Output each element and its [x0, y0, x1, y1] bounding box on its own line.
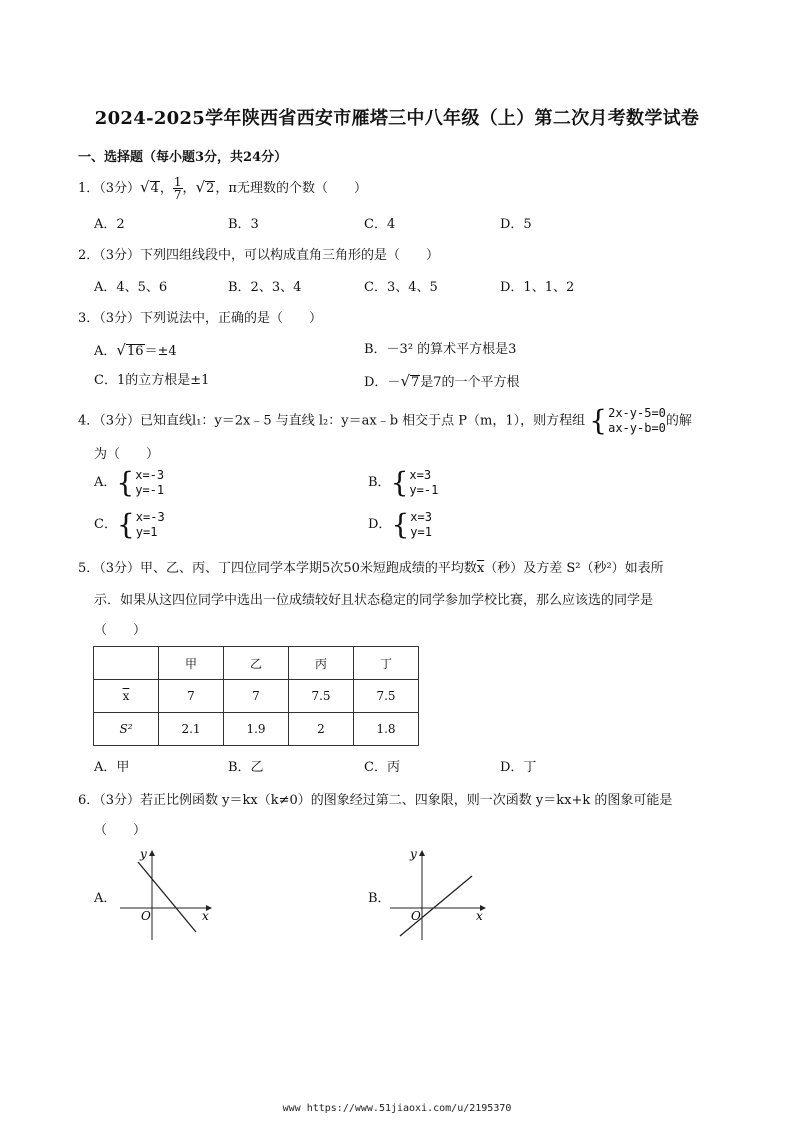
- q4-option-c[interactable]: C． { x=-3 y=1: [94, 508, 165, 541]
- q4-equation-system: { 2x-y-5=0 ax-y-b=0: [589, 404, 666, 437]
- q2-option-a[interactable]: A．4、5、6: [94, 280, 168, 295]
- question-3: 3．（3分）下列说法中，正确的是（ ）: [78, 311, 323, 326]
- q3-option-b[interactable]: B．－3² 的算术平方根是3: [364, 342, 517, 357]
- question-1: 1．（3分）√4， $\frac{1}{7}$ ，√2，π无理数的个数（ ）: [78, 175, 367, 202]
- question-5: 5．（3分）甲、乙、丙、丁四位同学本学期5次50米短跑成绩的平均数$\overline{x}$（秒）及方差 S²（秒²）如表所: [78, 561, 664, 576]
- q4-continuation: 为（ ）: [94, 447, 160, 462]
- q5-option-c[interactable]: C．丙: [364, 760, 400, 775]
- table-row: S² 2.1 1.9 2 1.8: [94, 713, 419, 746]
- footer-url[interactable]: www https://www.51jiaoxi.com/u/2195370: [282, 1103, 512, 1114]
- origin-label: O: [411, 909, 421, 923]
- x-axis-label: x: [476, 909, 483, 923]
- q5-line3: （ ）: [94, 623, 147, 638]
- x-axis-label: x: [202, 909, 209, 923]
- origin-label: O: [141, 909, 151, 923]
- section-heading: 一、选择题（每小题3分，共24分）: [78, 150, 288, 165]
- q6-option-a-label[interactable]: A．: [94, 891, 117, 906]
- q2-option-b[interactable]: B．2、3、4: [228, 280, 302, 295]
- q6-option-b-label[interactable]: B．: [368, 891, 391, 906]
- y-axis-label: y: [410, 847, 417, 861]
- q3-option-d[interactable]: D．－√7是7的一个平方根: [364, 372, 520, 390]
- question-4: 4．（3分）已知直线l₁：y＝2x﹣5 与直线 l₂：y＝ax﹣b 相交于点 P（m，1），则方程组 { 2x-y-5=0 ax-y-b=0 的解: [78, 404, 692, 437]
- q3-option-a[interactable]: A．√16＝±4: [94, 341, 177, 359]
- q1-option-b[interactable]: B．3: [228, 217, 259, 232]
- question-2: 2．（3分）下列四组线段中，可以构成直角三角形的是（ ）: [78, 248, 440, 263]
- table-header-row: 甲 乙 丙 丁: [94, 647, 419, 680]
- question-6: 6．（3分）若正比例函数 y＝kx（k≠0）的图象经过第二、四象限，则一次函数 y＝kx+k 的图象可能是: [78, 793, 673, 808]
- q1-option-a[interactable]: A．2: [94, 217, 125, 232]
- q1-option-d[interactable]: D．5: [500, 217, 532, 232]
- q1-sqrt2: 2: [206, 181, 215, 196]
- q5-table: [93, 646, 419, 746]
- q2-option-c[interactable]: C．3、4、5: [364, 280, 438, 295]
- q1-tail: ，π无理数的个数（ ）: [215, 181, 367, 196]
- q6-graph-a[interactable]: [112, 846, 212, 942]
- table-row: $\overline{x}$ 7 7 7.5 7.5: [94, 680, 419, 713]
- q5-option-d[interactable]: D．丁: [500, 760, 537, 775]
- q6-line2: （ ）: [94, 823, 147, 838]
- q6-graph-b[interactable]: [386, 846, 486, 942]
- q4-option-a[interactable]: A． { x=-3 y=-1: [94, 466, 165, 499]
- q4-option-d[interactable]: D． { x=3 y=1: [368, 508, 432, 541]
- q1-option-c[interactable]: C．4: [364, 217, 396, 232]
- q1-number: 1．（3分）: [78, 181, 141, 196]
- q1-sqrt4: 4: [150, 181, 159, 196]
- y-axis-label: y: [140, 847, 147, 861]
- q3-option-c[interactable]: C．1的立方根是±1: [94, 373, 210, 388]
- page-title: 2024-2025学年陕西省西安市雁塔三中八年级（上）第二次月考数学试卷: [94, 108, 700, 129]
- q5-option-a[interactable]: A．甲: [94, 760, 130, 775]
- q2-option-d[interactable]: D．1、1、2: [500, 280, 575, 295]
- q5-option-b[interactable]: B．乙: [228, 760, 264, 775]
- q5-line2: 示．如果从这四位同学中选出一位成绩较好且状态稳定的同学参加学校比赛，那么应该选的同学是: [94, 593, 654, 608]
- q4-option-b[interactable]: B． { x=3 y=-1: [368, 466, 439, 499]
- q1-fraction: $\frac{1}{7}$: [173, 175, 182, 202]
